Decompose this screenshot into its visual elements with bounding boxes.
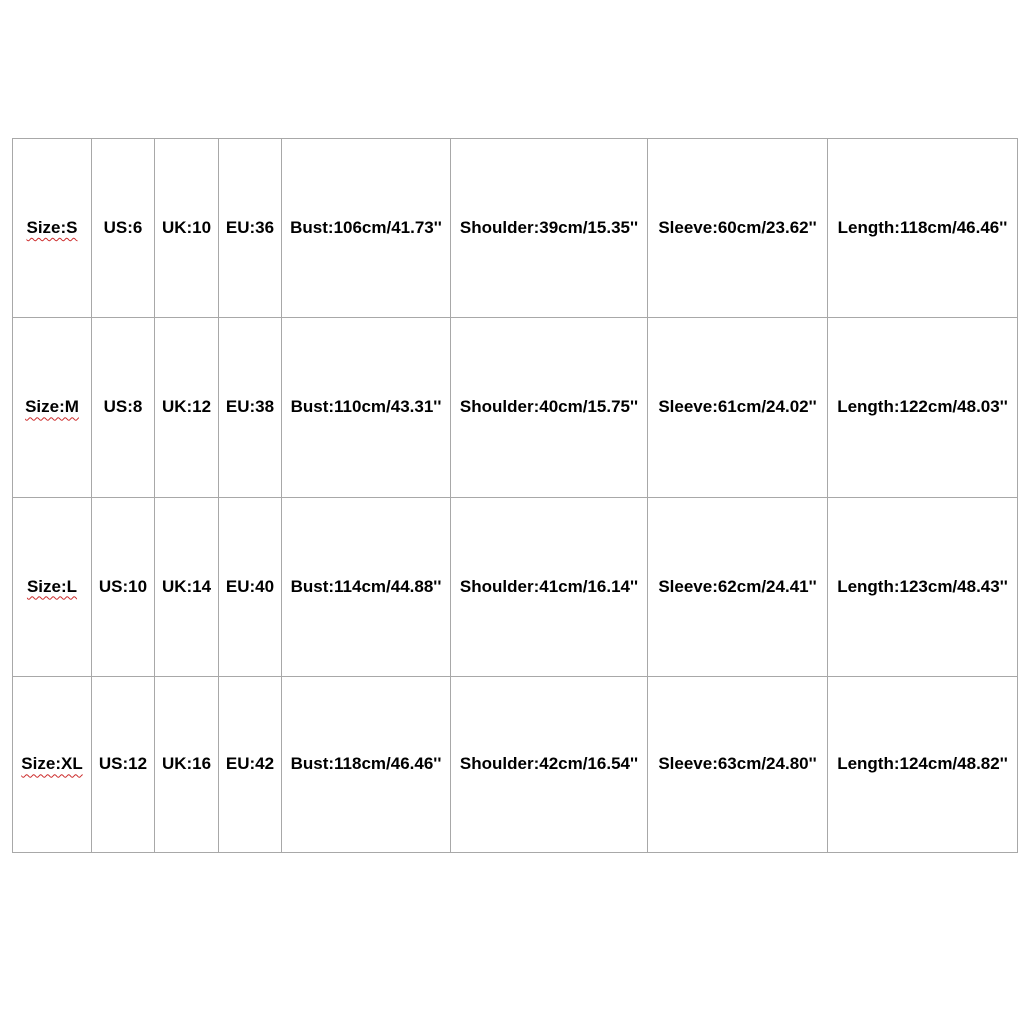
eu-size-cell: EU:38 [219, 318, 282, 497]
shoulder-cell: Shoulder:42cm/16.54'' [451, 676, 648, 852]
size-cell [13, 139, 92, 318]
uk-size-cell: UK:16 [155, 676, 219, 852]
uk-size-cell: UK:12 [155, 318, 219, 497]
size-label: Size:S [26, 218, 78, 238]
us-size-cell: US:6 [92, 139, 155, 318]
size-label: Size:XL [21, 754, 83, 774]
length-cell: Length:122cm/48.03'' [828, 318, 1018, 497]
length-cell: Length:123cm/48.43'' [828, 497, 1018, 676]
us-size-cell: US:10 [92, 497, 155, 676]
bust-cell: Bust:106cm/41.73'' [282, 139, 451, 318]
sleeve-cell: Sleeve:63cm/24.80'' [648, 676, 828, 852]
table-row [13, 676, 1018, 852]
sleeve-cell: Sleeve:60cm/23.62'' [648, 139, 828, 318]
size-cell [13, 497, 92, 676]
uk-size-cell: UK:10 [155, 139, 219, 318]
bust-cell: Bust:110cm/43.31'' [282, 318, 451, 497]
size-cell [13, 318, 92, 497]
table-row [13, 139, 1018, 318]
eu-size-cell: EU:36 [219, 139, 282, 318]
sleeve-cell: Sleeve:62cm/24.41'' [648, 497, 828, 676]
size-chart-table [12, 138, 1018, 853]
eu-size-cell: EU:40 [219, 497, 282, 676]
us-size-cell: US:12 [92, 676, 155, 852]
length-cell: Length:118cm/46.46'' [828, 139, 1018, 318]
shoulder-cell: Shoulder:40cm/15.75'' [451, 318, 648, 497]
size-label: Size:L [26, 576, 78, 596]
shoulder-cell: Shoulder:41cm/16.14'' [451, 497, 648, 676]
us-size-cell: US:8 [92, 318, 155, 497]
size-label: Size:M [25, 397, 79, 417]
uk-size-cell: UK:14 [155, 497, 219, 676]
shoulder-cell: Shoulder:39cm/15.35'' [451, 139, 648, 318]
bust-cell: Bust:114cm/44.88'' [282, 497, 451, 676]
eu-size-cell: EU:42 [219, 676, 282, 852]
sleeve-cell: Sleeve:61cm/24.02'' [648, 318, 828, 497]
size-cell [13, 676, 92, 852]
length-cell: Length:124cm/48.82'' [828, 676, 1018, 852]
bust-cell: Bust:118cm/46.46'' [282, 676, 451, 852]
table-row [13, 318, 1018, 497]
table-row [13, 497, 1018, 676]
